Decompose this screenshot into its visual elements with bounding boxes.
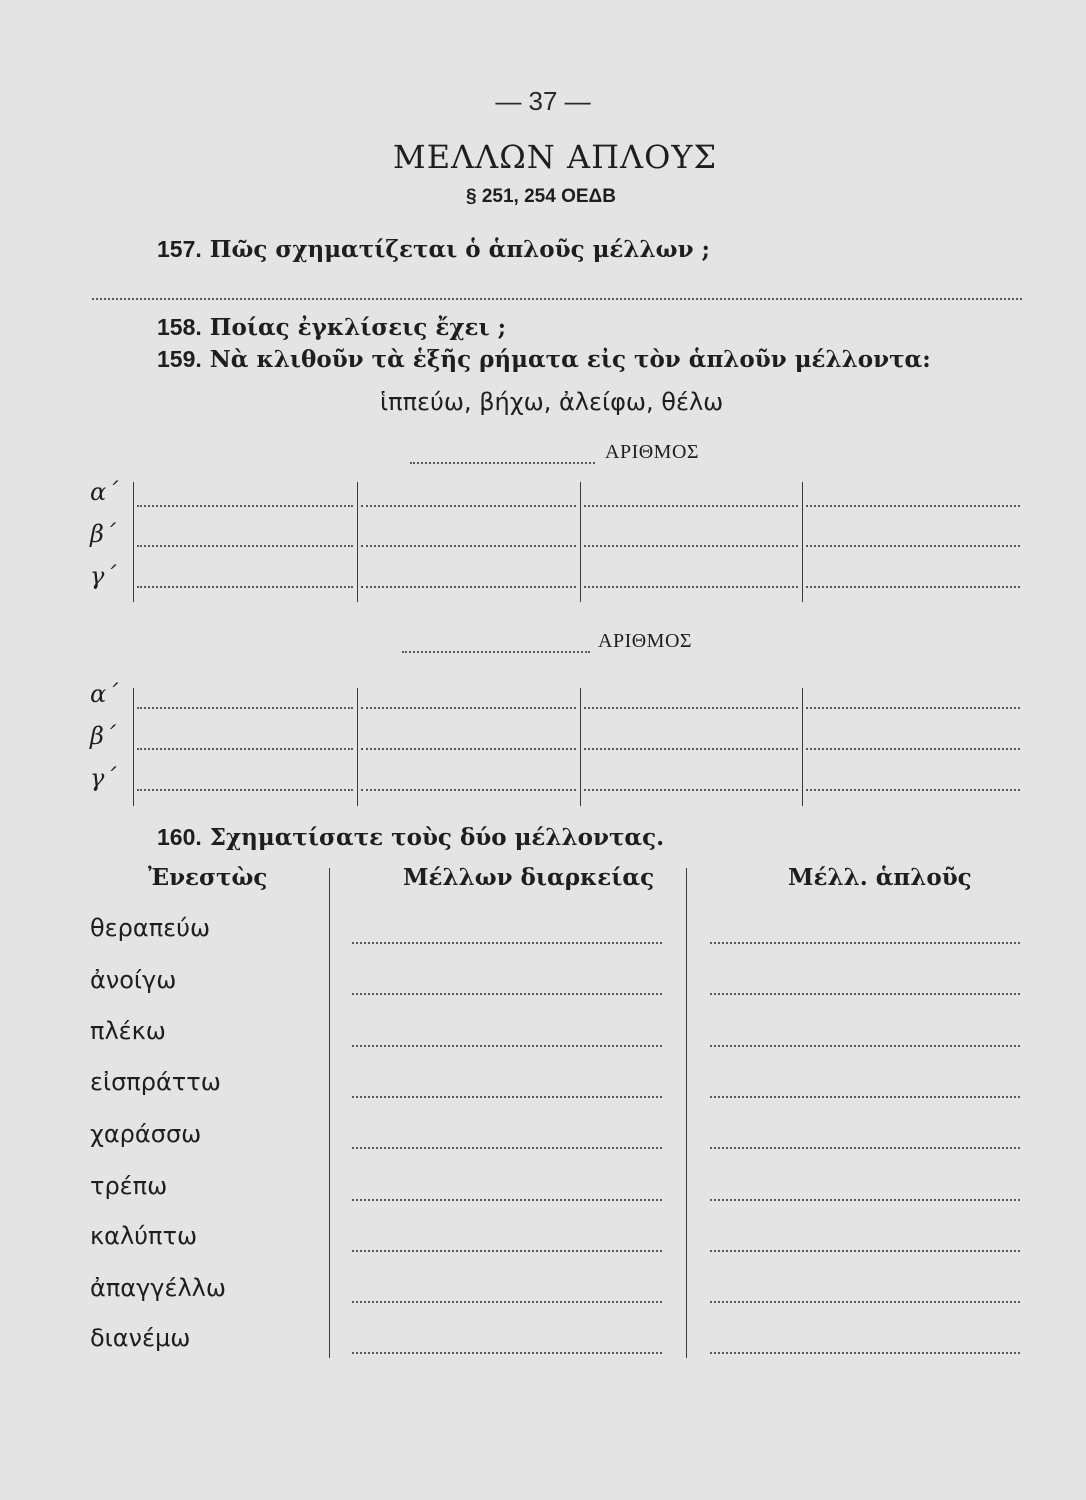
row-label-alpha: α΄ [90,478,119,506]
answer-cell[interactable] [584,707,798,709]
answer-cell[interactable] [352,1147,662,1149]
row-label-beta: β΄ [90,520,116,548]
answer-cell[interactable] [361,789,576,791]
column-header-simple-future: Μέλλ. ἁπλοῦς [788,864,972,891]
question-number: 157. [157,236,202,262]
answer-cell[interactable] [710,993,1020,995]
answer-cell[interactable] [361,545,576,547]
row-label-alpha: α΄ [90,680,119,708]
answer-cell[interactable] [352,1096,662,1098]
verb-item: καλύπτω [90,1222,198,1250]
table-divider [329,868,330,1358]
verb-item: πλέκω [90,1017,166,1045]
question-number: 158. [157,314,202,340]
verb-item: διανέμω [90,1324,191,1352]
answer-cell[interactable] [584,586,798,588]
verb-item: τρέπω [90,1172,168,1200]
grid-divider [802,482,803,602]
column-header-continuous-future: Μέλλων διαρκείας [403,864,655,891]
answer-cell[interactable] [137,505,353,507]
question-text: Πῶς σχηματίζεται ὁ ἁπλοῦς μέλλων ; [209,236,711,263]
answer-cell[interactable] [584,545,798,547]
grid-divider [133,482,134,602]
question-157 [157,236,710,263]
question-text: Ποίας ἐγκλίσεις ἔχει ; [209,314,507,341]
answer-cell[interactable] [806,545,1020,547]
answer-cell[interactable] [710,942,1020,944]
grid-divider [357,482,358,602]
verb-list-159: ἱππεύω, βήχω, ἀλείφω, θέλω [380,388,724,416]
grid-divider [580,482,581,602]
question-160 [157,824,664,851]
answer-cell[interactable] [352,1352,662,1354]
answer-cell[interactable] [710,1096,1020,1098]
question-number: 160. [157,824,202,850]
answer-cell[interactable] [352,942,662,944]
answer-cell[interactable] [352,1199,662,1201]
answer-cell[interactable] [710,1147,1020,1149]
answer-cell[interactable] [361,505,576,507]
grid-divider [357,688,358,806]
question-text: Σχηματίσατε τοὺς δύο μέλλοντας. [209,824,665,851]
answer-cell[interactable] [352,1250,662,1252]
question-159 [157,346,931,373]
answer-cell[interactable] [806,707,1020,709]
row-label-gamma: γ΄ [90,562,117,590]
answer-cell[interactable] [361,748,576,750]
row-label-beta: β΄ [90,722,116,750]
grid-divider [580,688,581,806]
answer-cell[interactable] [806,505,1020,507]
answer-cell[interactable] [361,707,576,709]
grid-divider [133,688,134,806]
answer-cell[interactable] [137,748,353,750]
number-label: ΑΡΙΘΜΟΣ [598,630,693,652]
question-158 [157,314,506,341]
answer-cell[interactable] [137,707,353,709]
verb-item: εἰσπράττω [90,1068,221,1096]
answer-cell[interactable] [710,1250,1020,1252]
answer-cell[interactable] [352,993,662,995]
answer-cell[interactable] [584,505,798,507]
question-number: 159. [157,346,202,372]
verb-item: χαράσσω [90,1120,202,1148]
grammar-reference: § 251, 254 ΟΕΔΒ [466,186,616,207]
answer-cell[interactable] [352,1301,662,1303]
number-label: ΑΡΙΘΜΟΣ [605,441,700,463]
answer-cell[interactable] [806,586,1020,588]
answer-cell[interactable] [584,789,798,791]
verb-item: ἀπαγγέλλω [90,1274,226,1302]
number-fill-line[interactable] [410,462,595,464]
column-header-present: Ἐνεστὼς [148,864,268,891]
number-fill-line[interactable] [402,651,590,653]
verb-item: ἀνοίγω [90,966,177,994]
answer-cell[interactable] [710,1352,1020,1354]
answer-cell[interactable] [361,586,576,588]
page-title: ΜΕΛΛΩΝ ΑΠΛΟΥΣ [392,138,718,176]
answer-cell[interactable] [137,545,353,547]
question-text: Νὰ κλιθοῦν τὰ ἑξῆς ρήματα εἰς τὸν ἁπλοῦν μέλλοντα: [209,346,931,373]
answer-cell[interactable] [710,1045,1020,1047]
grid-divider [802,688,803,806]
answer-cell[interactable] [710,1301,1020,1303]
answer-cell[interactable] [806,748,1020,750]
table-divider [686,868,687,1358]
answer-cell[interactable] [710,1199,1020,1201]
answer-cell[interactable] [584,748,798,750]
row-label-gamma: γ΄ [90,764,117,792]
verb-item: θεραπεύω [90,914,211,942]
answer-line-157[interactable] [92,298,1022,300]
answer-cell[interactable] [352,1045,662,1047]
answer-cell[interactable] [137,586,353,588]
answer-cell[interactable] [137,789,353,791]
answer-cell[interactable] [806,789,1020,791]
page-number: — 37 — [495,86,591,116]
